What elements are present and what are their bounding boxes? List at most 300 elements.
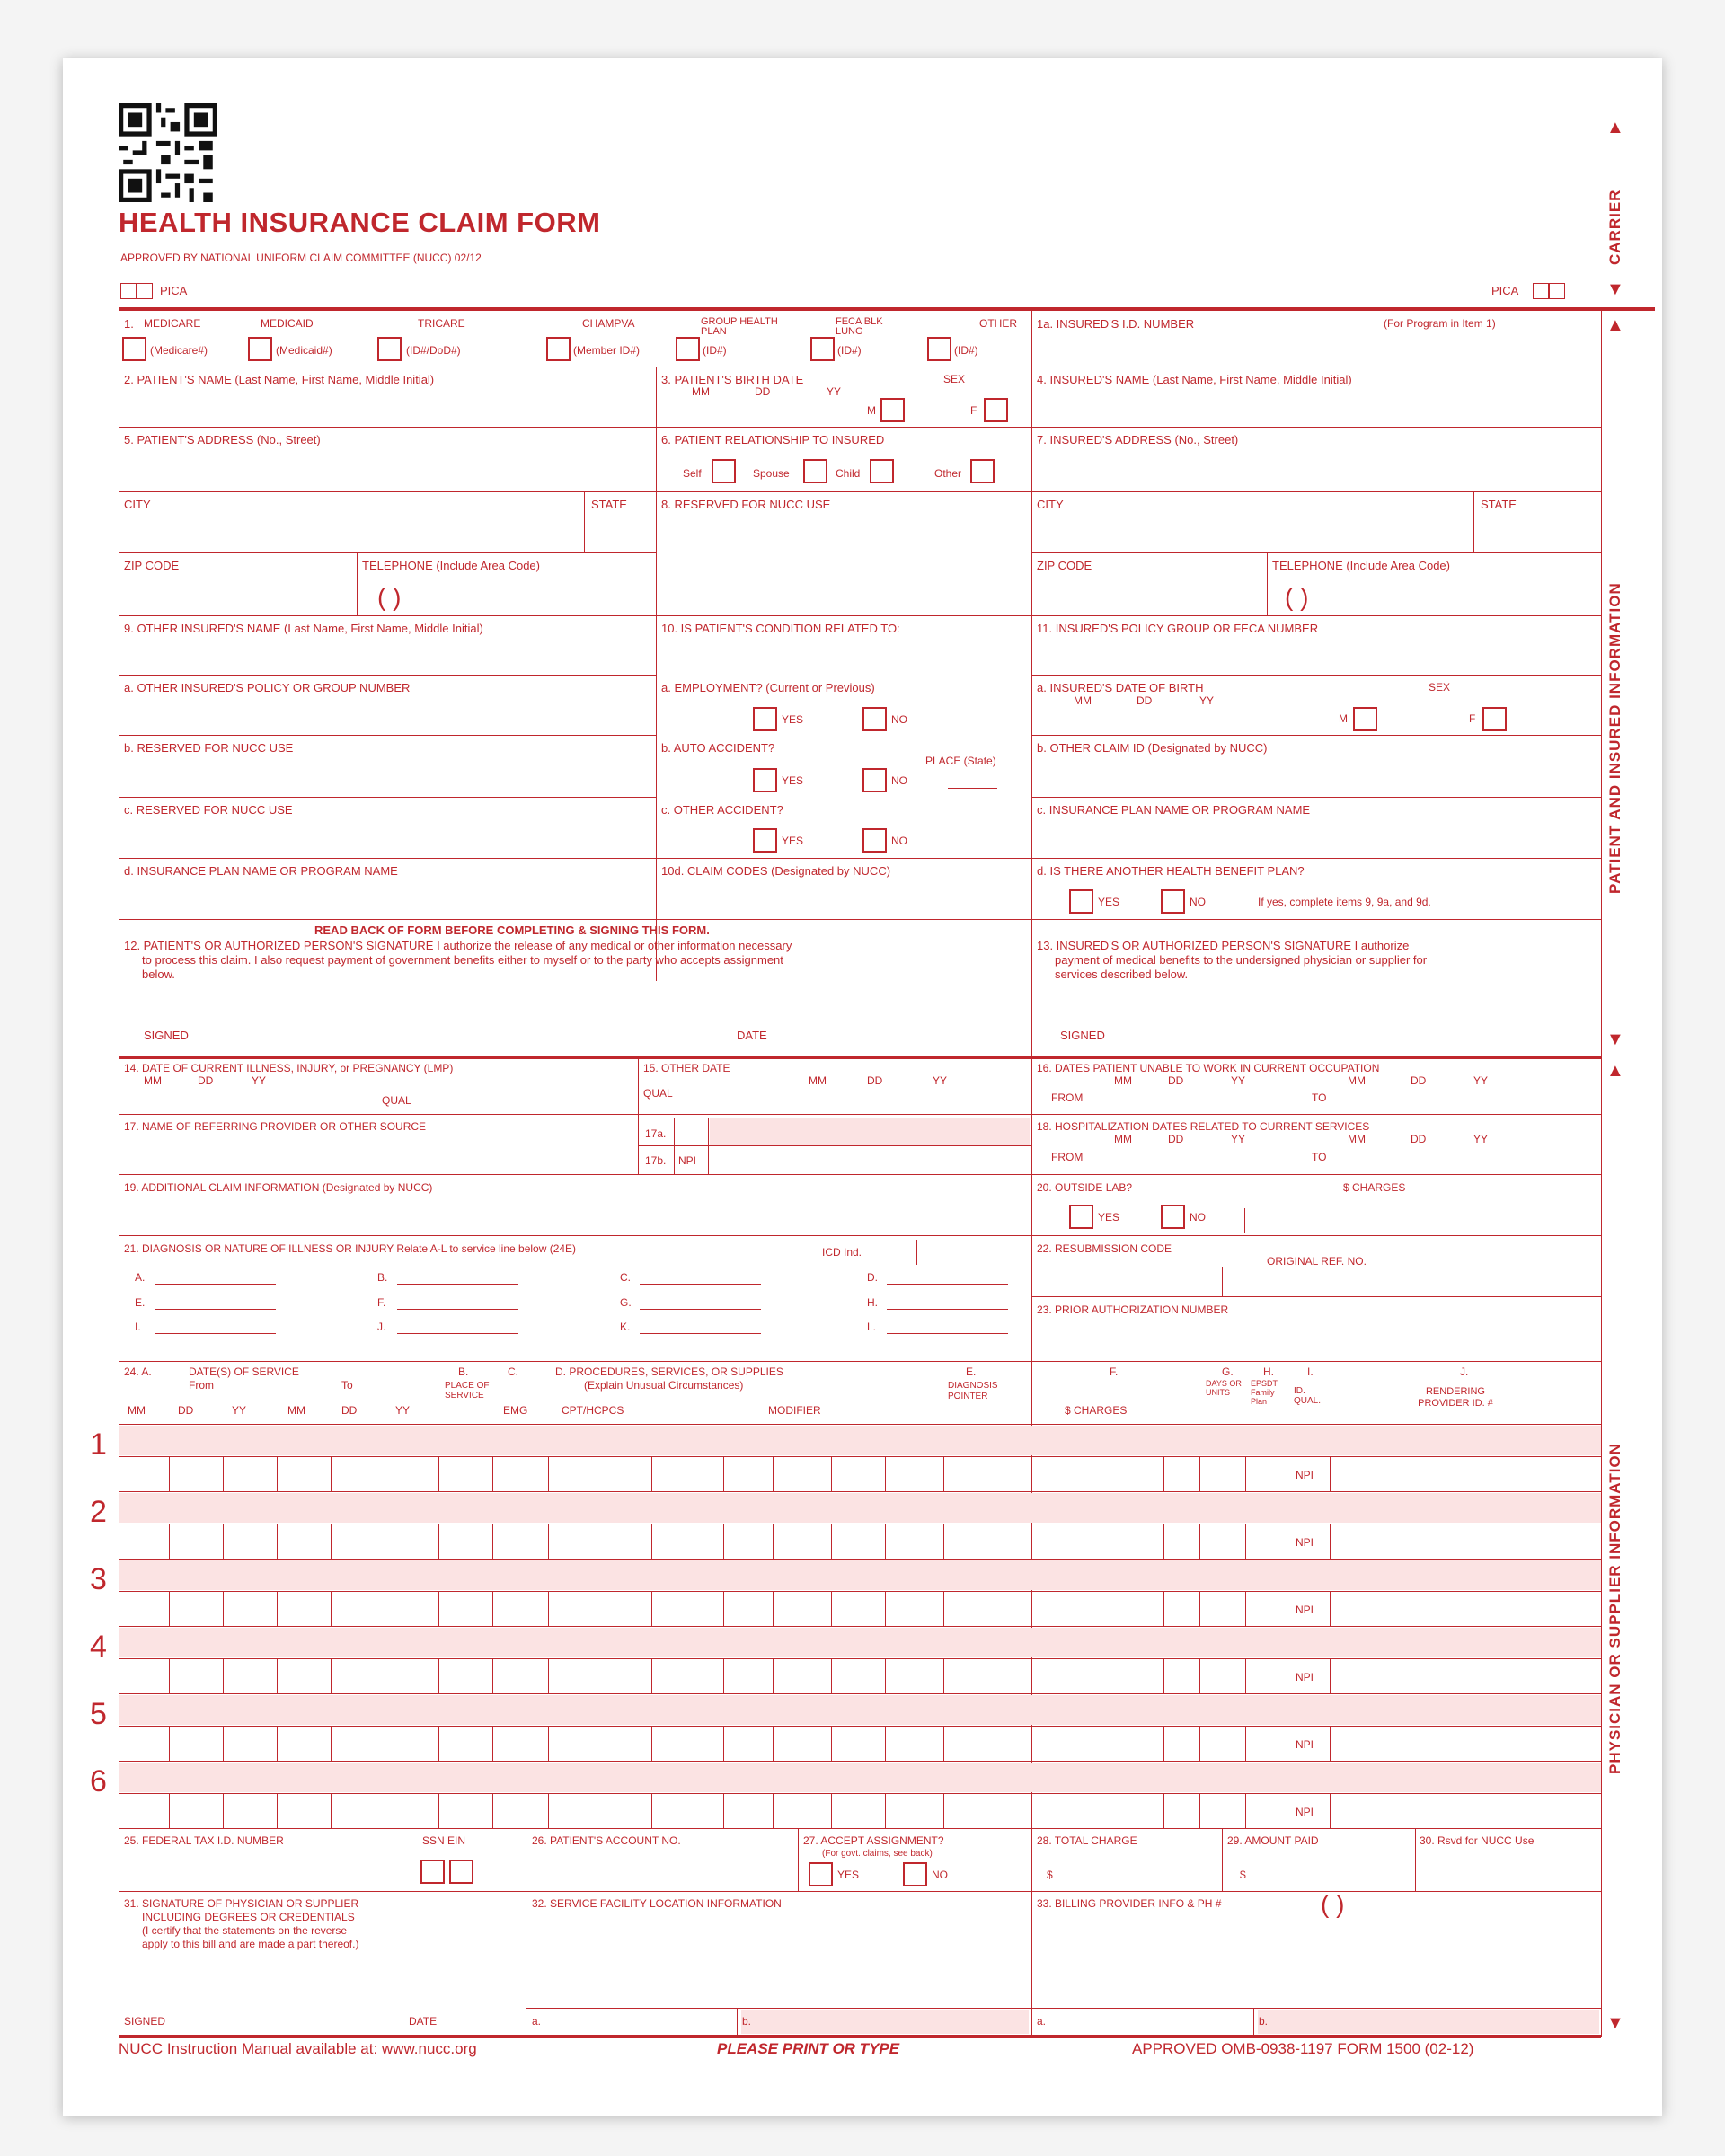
box1-medicare-checkbox[interactable]: [122, 337, 146, 361]
box24j-title: RENDERING PROVIDER ID. #: [1418, 1386, 1493, 1409]
box10a-no: NO: [891, 713, 907, 726]
service-line-cell[interactable]: [169, 1524, 170, 1559]
service-line-cell[interactable]: [1199, 1726, 1200, 1761]
diagnosis-input[interactable]: [155, 1284, 276, 1285]
box14-dd: DD: [198, 1074, 214, 1087]
service-line-cell[interactable]: [1199, 1456, 1200, 1491]
service-line-cell[interactable]: [1330, 1793, 1331, 1828]
box21-label: 21. DIAGNOSIS OR NATURE OF ILLNESS OR INJURY Relate A-L to service line below (24E): [124, 1242, 577, 1255]
diagnosis-letter: J.: [377, 1321, 386, 1333]
box15-dd: DD: [867, 1074, 883, 1087]
service-line-cell[interactable]: [943, 1793, 944, 1828]
box10a-yes: YES: [782, 713, 804, 726]
service-line-cell[interactable]: [331, 1524, 332, 1559]
service-line-cell[interactable]: [223, 1456, 224, 1491]
box25-label: 25. FEDERAL TAX I.D. NUMBER: [124, 1834, 284, 1847]
service-line-cell[interactable]: [831, 1658, 832, 1693]
service-line-cell[interactable]: [651, 1726, 652, 1761]
form-bottom-rule: [119, 2035, 1601, 2038]
service-line-cell[interactable]: [223, 1726, 224, 1761]
form-top-rule: [119, 307, 1655, 311]
box5-label: 5. PATIENT'S ADDRESS (No., Street): [124, 433, 321, 446]
box18-from-mm: MM: [1114, 1133, 1132, 1145]
box1-tricare-sub: (ID#/DoD#): [406, 344, 461, 357]
box6-spouse-checkbox[interactable]: [803, 459, 827, 483]
diagnosis-input[interactable]: [640, 1309, 761, 1310]
box1-other-checkbox[interactable]: [927, 337, 951, 361]
service-line-cell[interactable]: [492, 1456, 493, 1491]
service-line-cell[interactable]: [169, 1456, 170, 1491]
service-line-cell[interactable]: [277, 1591, 278, 1626]
service-line-cell[interactable]: [1031, 1658, 1032, 1693]
service-line-cell[interactable]: [1245, 1591, 1246, 1626]
diagnosis-input[interactable]: [887, 1309, 1008, 1310]
service-line-cell[interactable]: [943, 1726, 944, 1761]
box11a-female-checkbox[interactable]: [1482, 707, 1507, 731]
service-line-cell[interactable]: [773, 1793, 774, 1828]
service-line-cell[interactable]: [831, 1793, 832, 1828]
row-rule: [119, 552, 656, 553]
box6-self-checkbox[interactable]: [712, 459, 736, 483]
section-divider-rule: [119, 1056, 1601, 1059]
box11d-yes-checkbox[interactable]: [1069, 889, 1093, 914]
service-line-cell[interactable]: [1330, 1524, 1331, 1559]
service-line-cell[interactable]: [651, 1591, 652, 1626]
service-line-cell[interactable]: [885, 1524, 886, 1559]
service-line-cell[interactable]: [438, 1726, 439, 1761]
pica-left-checkbox[interactable]: [120, 283, 137, 299]
diagnosis-input[interactable]: [155, 1309, 276, 1310]
box33b: b.: [1259, 2015, 1269, 2028]
service-line-cell[interactable]: [548, 1591, 549, 1626]
service-line-cell[interactable]: [169, 1658, 170, 1693]
service-line-cell[interactable]: [223, 1524, 224, 1559]
service-line-cell[interactable]: [1031, 1524, 1032, 1559]
service-line-cell[interactable]: [169, 1591, 170, 1626]
box6-child-checkbox[interactable]: [870, 459, 894, 483]
box1-medicare-sub: (Medicare#): [150, 344, 208, 357]
service-line-cell[interactable]: [773, 1658, 774, 1693]
box33-area-parens: ( ): [1321, 1890, 1345, 1918]
box1-group-checkbox[interactable]: [676, 337, 700, 361]
service-line-cell[interactable]: [1163, 1591, 1164, 1626]
service-line-cell[interactable]: [548, 1658, 549, 1693]
box1-feca-checkbox[interactable]: [810, 337, 835, 361]
footer-nucc-manual: NUCC Instruction Manual available at: www.nucc.org: [119, 2040, 477, 2057]
row-rule: [119, 491, 1601, 492]
box16-from-dd: DD: [1168, 1074, 1184, 1087]
box3-mm: MM: [692, 385, 710, 398]
row-rule: [119, 1361, 1601, 1362]
diagnosis-input[interactable]: [640, 1333, 761, 1334]
service-line-cell[interactable]: [1031, 1591, 1032, 1626]
col-divider: [674, 1118, 675, 1174]
box10-label: 10. IS PATIENT'S CONDITION RELATED TO:: [661, 622, 900, 635]
service-line-cell[interactable]: [223, 1658, 224, 1693]
service-line-cell[interactable]: [1199, 1524, 1200, 1559]
box31-label: 31. SIGNATURE OF PHYSICIAN OR SUPPLIER: [124, 1897, 359, 1910]
box14-qual: QUAL: [382, 1094, 411, 1107]
box31-line4: apply to this bill and are made a part thereof.): [142, 1938, 359, 1950]
row-rule: [526, 2008, 1601, 2009]
row-rule: [119, 1591, 1601, 1592]
service-line-cell[interactable]: [277, 1793, 278, 1828]
box16-to-yy: YY: [1473, 1074, 1489, 1087]
box14-yy: YY: [252, 1074, 267, 1087]
patient-arrow-up-icon: ▲: [1606, 315, 1624, 335]
row-rule: [119, 1424, 1601, 1425]
box12-signed: SIGNED: [144, 1029, 189, 1042]
side-label-physician: PHYSICIAN OR SUPPLIER INFORMATION: [1606, 1443, 1623, 1774]
box10b-yes: YES: [782, 774, 804, 787]
box21-icd: ICD Ind.: [822, 1246, 862, 1259]
service-line-cell[interactable]: [651, 1793, 652, 1828]
service-line-cell[interactable]: [651, 1456, 652, 1491]
service-line-cell[interactable]: [831, 1524, 832, 1559]
box11d-label: d. IS THERE ANOTHER HEALTH BENEFIT PLAN?: [1037, 864, 1305, 878]
box10c-yes: YES: [782, 835, 804, 847]
diagnosis-letter: C.: [620, 1271, 631, 1284]
box1-other-sub: (ID#): [954, 344, 978, 357]
service-line-npi: NPI: [1296, 1469, 1314, 1481]
box13-label: 13. INSURED'S OR AUTHORIZED PERSON'S SIGNATURE I authorize: [1037, 939, 1410, 952]
service-line-npi: NPI: [1296, 1604, 1314, 1616]
service-line-cell[interactable]: [1199, 1658, 1200, 1693]
service-line-cell[interactable]: [331, 1456, 332, 1491]
service-line-cell[interactable]: [885, 1658, 886, 1693]
box24-to-mm: MM: [288, 1404, 305, 1417]
box24a-title: DATE(S) OF SERVICE: [189, 1365, 299, 1378]
service-line-cell[interactable]: [438, 1793, 439, 1828]
box31-line2: INCLUDING DEGREES OR CREDENTIALS: [142, 1911, 355, 1923]
service-line-number: 1: [90, 1427, 107, 1462]
service-line-shaded-row: [119, 1695, 1601, 1725]
service-line-cell[interactable]: [885, 1591, 886, 1626]
box16-from-mm: MM: [1114, 1074, 1132, 1087]
service-line-cell[interactable]: [331, 1658, 332, 1693]
service-line-cell[interactable]: [723, 1456, 724, 1491]
box3-female-checkbox[interactable]: [984, 398, 1008, 422]
service-line-cell[interactable]: [492, 1658, 493, 1693]
service-line-cell[interactable]: [1245, 1793, 1246, 1828]
service-line-cell[interactable]: [1031, 1793, 1032, 1828]
pica-right-checkbox[interactable]: [1533, 283, 1549, 299]
box13-line2: payment of medical benefits to the undersigned physician or supplier for: [1055, 953, 1428, 967]
row-rule: [119, 1793, 1601, 1794]
box20-no-checkbox[interactable]: [1161, 1205, 1185, 1229]
service-line-cell[interactable]: [773, 1591, 774, 1626]
box1-number: 1.: [124, 317, 134, 331]
service-line-cell[interactable]: [277, 1524, 278, 1559]
service-line-cell[interactable]: [548, 1524, 549, 1559]
box5-telephone: TELEPHONE (Include Area Code): [362, 559, 540, 572]
box7-telephone: TELEPHONE (Include Area Code): [1272, 559, 1450, 572]
box10a-no-checkbox[interactable]: [862, 707, 887, 731]
box24i-label: I.: [1307, 1365, 1314, 1378]
row-rule: [1031, 797, 1601, 798]
service-line-cell[interactable]: [331, 1793, 332, 1828]
box27-note: (For govt. claims, see back): [822, 1849, 933, 1859]
service-line-cell[interactable]: [773, 1456, 774, 1491]
box18-from: FROM: [1051, 1151, 1084, 1163]
box3-sex: SEX: [943, 373, 966, 385]
service-line-cell[interactable]: [1245, 1658, 1246, 1693]
box12-label: 12. PATIENT'S OR AUTHORIZED PERSON'S SIGNATURE I authorize the release of any medical or other information necessary: [124, 939, 792, 952]
row-rule: [119, 1626, 1601, 1627]
box1-group-sub: (ID#): [703, 344, 727, 357]
pica-left-checkbox[interactable]: [137, 283, 153, 299]
box10b-label: b. AUTO ACCIDENT?: [661, 741, 775, 755]
box11a-male-checkbox[interactable]: [1353, 707, 1377, 731]
pica-right-checkbox[interactable]: [1549, 283, 1565, 299]
box24h-title: EPSDT Family Plan: [1251, 1379, 1278, 1406]
box33a: a.: [1037, 2015, 1047, 2028]
service-line-cell[interactable]: [831, 1726, 832, 1761]
box11d-no: NO: [1190, 896, 1206, 908]
diagnosis-letter: K.: [620, 1321, 631, 1333]
service-line-cell[interactable]: [169, 1726, 170, 1761]
service-line-shaded-row: [119, 1493, 1601, 1523]
box20-yes-checkbox[interactable]: [1069, 1205, 1093, 1229]
box15-qual: QUAL: [643, 1087, 673, 1100]
service-line-cell[interactable]: [831, 1591, 832, 1626]
box19-label: 19. ADDITIONAL CLAIM INFORMATION (Designated by NUCC): [124, 1181, 433, 1194]
service-line-cell[interactable]: [492, 1793, 493, 1828]
box7-area-parens: ( ): [1285, 583, 1309, 611]
service-line-cell[interactable]: [773, 1524, 774, 1559]
service-line-cell[interactable]: [277, 1658, 278, 1693]
service-line-cell[interactable]: [1163, 1658, 1164, 1693]
service-line-cell[interactable]: [1330, 1456, 1331, 1491]
box1a-label: 1a. INSURED'S I.D. NUMBER: [1037, 317, 1195, 331]
service-line-cell[interactable]: [548, 1793, 549, 1828]
box24c-title: EMG: [503, 1404, 528, 1417]
box24d-sub: (Explain Unusual Circumstances): [584, 1379, 744, 1392]
box3-label: 3. PATIENT'S BIRTH DATE: [661, 373, 804, 386]
box10b-place: PLACE (State): [925, 755, 996, 767]
service-line-cell[interactable]: [885, 1726, 886, 1761]
service-line-cell[interactable]: [1163, 1793, 1164, 1828]
diagnosis-letter: H.: [867, 1296, 878, 1309]
service-line-cell[interactable]: [723, 1658, 724, 1693]
service-line-cell[interactable]: [1330, 1726, 1331, 1761]
diagnosis-letter: B.: [377, 1271, 388, 1284]
service-line-cell[interactable]: [277, 1726, 278, 1761]
box1-medicare-label: MEDICARE: [144, 317, 201, 330]
box18-from-dd: DD: [1168, 1133, 1184, 1145]
box6-other-checkbox[interactable]: [970, 459, 995, 483]
box16-from-yy: YY: [1231, 1074, 1246, 1087]
service-line-cell[interactable]: [831, 1456, 832, 1491]
service-line-cell[interactable]: [169, 1793, 170, 1828]
box24d-cpt: CPT/HCPCS: [562, 1404, 624, 1417]
box11c-label: c. INSURANCE PLAN NAME OR PROGRAM NAME: [1037, 803, 1311, 817]
service-line-cell[interactable]: [773, 1726, 774, 1761]
box1-feca-sub: (ID#): [837, 344, 862, 357]
service-line-cell[interactable]: [1163, 1524, 1164, 1559]
row-rule: [119, 735, 656, 736]
service-line-cell[interactable]: [1031, 1726, 1032, 1761]
box3-f: F: [970, 404, 978, 417]
service-line-cell[interactable]: [651, 1524, 652, 1559]
box3-yy: YY: [827, 385, 842, 398]
box11a-f: F: [1469, 712, 1476, 725]
service-line-npi: NPI: [1296, 1738, 1314, 1751]
box1-tricare-checkbox[interactable]: [377, 337, 402, 361]
physician-arrow-down-icon: ▼: [1606, 2013, 1624, 2033]
row-rule: [119, 1235, 1601, 1236]
box27-yes: YES: [837, 1869, 860, 1881]
box31-line3: (I certify that the statements on the reverse: [142, 1924, 348, 1937]
service-line-cell[interactable]: [438, 1658, 439, 1693]
diagnosis-letter: I.: [135, 1321, 141, 1333]
service-line-cell[interactable]: [1245, 1524, 1246, 1559]
diagnosis-input[interactable]: [397, 1284, 518, 1285]
service-line-cell[interactable]: [492, 1591, 493, 1626]
box24b-title: PLACE OF SERVICE: [445, 1381, 490, 1401]
box10c-no-checkbox[interactable]: [862, 828, 887, 853]
service-line-cell[interactable]: [438, 1591, 439, 1626]
service-line-cell[interactable]: [1330, 1658, 1331, 1693]
box14-label: 14. DATE OF CURRENT ILLNESS, INJURY, or PREGNANCY (LMP): [124, 1062, 454, 1074]
col-divider: [1031, 919, 1032, 1056]
box9a-label: a. OTHER INSURED'S POLICY OR GROUP NUMBER: [124, 681, 411, 694]
box11d-yes: YES: [1098, 896, 1120, 908]
box25-ein-checkbox[interactable]: [449, 1860, 473, 1884]
box3-m: M: [867, 404, 876, 417]
box5-area-parens: ( ): [377, 583, 402, 611]
box7-state: STATE: [1481, 498, 1517, 511]
box11b-label: b. OTHER CLAIM ID (Designated by NUCC): [1037, 741, 1268, 755]
diagnosis-input[interactable]: [397, 1309, 518, 1310]
diagnosis-input[interactable]: [887, 1284, 1008, 1285]
diagnosis-letter: L.: [867, 1321, 877, 1333]
box12-line2: to process this claim. I also request payment of government benefits either to myself or to the party who accepts assignment: [142, 953, 783, 967]
service-line-cell[interactable]: [548, 1456, 549, 1491]
box27-no-checkbox[interactable]: [903, 1862, 927, 1886]
service-line-cell[interactable]: [1163, 1456, 1164, 1491]
box16-to-dd: DD: [1411, 1074, 1427, 1087]
service-line-cell[interactable]: [723, 1793, 724, 1828]
box11d-no-checkbox[interactable]: [1161, 889, 1185, 914]
service-line-cell[interactable]: [492, 1726, 493, 1761]
row-rule: [119, 1726, 1601, 1727]
box6-spouse: Spouse: [753, 467, 790, 480]
service-line-cell[interactable]: [943, 1456, 944, 1491]
service-line-cell[interactable]: [885, 1793, 886, 1828]
box27-yes-checkbox[interactable]: [809, 1862, 833, 1886]
box10c-yes-checkbox[interactable]: [753, 828, 777, 853]
service-line-cell[interactable]: [548, 1726, 549, 1761]
service-line-cell[interactable]: [331, 1726, 332, 1761]
service-line-cell[interactable]: [1245, 1456, 1246, 1491]
service-line-cell[interactable]: [1330, 1591, 1331, 1626]
service-line-number: 2: [90, 1495, 107, 1529]
box15-yy: YY: [933, 1074, 948, 1087]
service-line-cell[interactable]: [277, 1456, 278, 1491]
claim-form-sheet: [63, 58, 1662, 2116]
row-rule: [1031, 735, 1601, 736]
box24g-title: DAYS OR UNITS: [1206, 1379, 1242, 1397]
service-line-cell[interactable]: [943, 1591, 944, 1626]
row-rule: [119, 858, 1601, 859]
box10b-yes-checkbox[interactable]: [753, 768, 777, 792]
service-line-cell[interactable]: [651, 1658, 652, 1693]
box24-from-dd: DD: [178, 1404, 194, 1417]
service-line-cell[interactable]: [331, 1591, 332, 1626]
row-rule: [119, 1114, 1601, 1115]
col-divider: [656, 367, 657, 675]
service-line-cell[interactable]: [1031, 1456, 1032, 1491]
service-line-cell[interactable]: [723, 1524, 724, 1559]
diagnosis-input[interactable]: [640, 1284, 761, 1285]
service-line-shaded-row: [119, 1560, 1601, 1590]
box1-champva-checkbox[interactable]: [546, 337, 571, 361]
box11a-sex: SEX: [1429, 681, 1451, 694]
box1-feca-label: FECA BLK LUNG: [836, 316, 883, 337]
box22-label: 22. RESUBMISSION CODE: [1037, 1242, 1172, 1255]
row-rule: [119, 1456, 1601, 1457]
box15-mm: MM: [809, 1074, 827, 1087]
service-line-cell[interactable]: [723, 1591, 724, 1626]
box26-label: 26. PATIENT'S ACCOUNT NO.: [532, 1834, 681, 1847]
col-divider: [1473, 491, 1474, 552]
service-line-cell[interactable]: [223, 1591, 224, 1626]
service-line-cell[interactable]: [943, 1658, 944, 1693]
box10b-no-checkbox[interactable]: [862, 768, 887, 792]
service-line-cell[interactable]: [1245, 1726, 1246, 1761]
box1-medicaid-checkbox[interactable]: [248, 337, 272, 361]
diagnosis-input[interactable]: [397, 1333, 518, 1334]
row-rule: [1031, 1296, 1601, 1297]
side-label-patient: PATIENT AND INSURED INFORMATION: [1606, 582, 1623, 894]
box29-dollar: $: [1240, 1869, 1246, 1881]
box4-label: 4. INSURED'S NAME (Last Name, First Name, Middle Initial): [1037, 373, 1352, 386]
box18-to-dd: DD: [1411, 1133, 1427, 1145]
box12-date: DATE: [737, 1029, 767, 1042]
box24e-title: DIAGNOSIS POINTER: [948, 1381, 998, 1401]
box9c-label: c. RESERVED FOR NUCC USE: [124, 803, 293, 817]
box25-ssn-checkbox[interactable]: [420, 1860, 445, 1884]
service-line-cell[interactable]: [1163, 1726, 1164, 1761]
box24c-label: C.: [508, 1365, 518, 1378]
service-line-cell[interactable]: [723, 1726, 724, 1761]
pica-right-label: PICA: [1491, 284, 1519, 297]
service-line-cell[interactable]: [438, 1456, 439, 1491]
box24-to: To: [341, 1379, 353, 1392]
service-line-cell[interactable]: [492, 1524, 493, 1559]
service-line-cell[interactable]: [1199, 1793, 1200, 1828]
box11a-yy: YY: [1199, 694, 1215, 707]
row-rule: [119, 615, 1601, 616]
box7-zip: ZIP CODE: [1037, 559, 1092, 572]
service-line-cell[interactable]: [1199, 1591, 1200, 1626]
box18-to-yy: YY: [1473, 1133, 1489, 1145]
box33b-shading: [1258, 2010, 1599, 2034]
service-line-cell[interactable]: [943, 1524, 944, 1559]
service-line-npi: NPI: [1296, 1536, 1314, 1549]
service-line-cell[interactable]: [438, 1524, 439, 1559]
service-line-cell[interactable]: [885, 1456, 886, 1491]
box9d-label: d. INSURANCE PLAN NAME OR PROGRAM NAME: [124, 864, 398, 878]
box2-label: 2. PATIENT'S NAME (Last Name, First Name, Middle Initial): [124, 373, 435, 386]
diagnosis-input[interactable]: [155, 1333, 276, 1334]
diagnosis-input[interactable]: [887, 1333, 1008, 1334]
service-line-cell[interactable]: [223, 1793, 224, 1828]
box3-male-checkbox[interactable]: [880, 398, 905, 422]
row-rule: [119, 1891, 1601, 1892]
box10a-yes-checkbox[interactable]: [753, 707, 777, 731]
